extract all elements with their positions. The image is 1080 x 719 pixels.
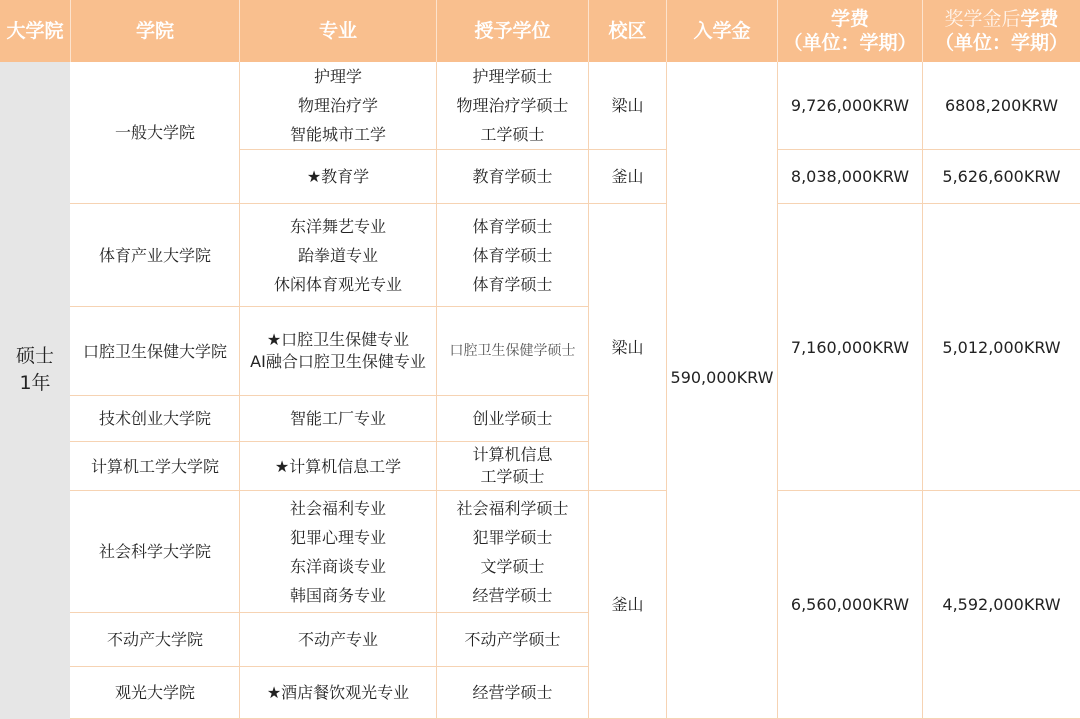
college-cell [71, 491, 239, 612]
header-label: 专业 [318, 20, 357, 42]
degree-cell [437, 62, 588, 149]
after-scholarship-cell [923, 491, 1080, 718]
campus-cell [589, 491, 666, 718]
major-name: 东洋商谈专业 [289, 556, 386, 576]
major-name: 东洋舞艺专业 [289, 216, 386, 236]
header-label-bold: 学费 [1020, 8, 1059, 30]
college-cell [71, 442, 239, 490]
major-name: 跆拳道专业 [297, 245, 378, 265]
major-name: ★酒店餐饮观光专业 [266, 683, 410, 702]
header-label-line1: 学费 [830, 8, 869, 30]
after-scholarship-value: 5,626,600KRW [942, 167, 1061, 186]
header-label: 入学金 [693, 20, 751, 42]
admission-fee-value: 590,000KRW [670, 368, 774, 387]
degree-cell [437, 667, 588, 718]
campus-name: 釜山 [611, 595, 644, 614]
major-name: AI融合口腔卫生保健专业 [250, 352, 426, 371]
college-name: 技术创业大学院 [98, 409, 211, 428]
after-scholarship-value: 6808,200KRW [944, 96, 1059, 115]
college-cell [71, 396, 239, 441]
header-tuition [778, 0, 922, 62]
tuition-cell [778, 491, 922, 718]
major-name: 智能工厂专业 [289, 409, 386, 428]
degree-name: 教育学硕士 [472, 167, 553, 186]
major-cell [240, 613, 436, 666]
college-name: 计算机工学大学院 [90, 456, 219, 476]
college-cell [71, 613, 239, 666]
header-label-line1 [944, 7, 1058, 31]
campus-cell [589, 204, 666, 490]
degree-name: 计算机信息 [472, 445, 553, 464]
degree-name: 护理学硕士 [472, 67, 553, 86]
campus-cell [589, 62, 666, 149]
header-divider [70, 0, 71, 62]
college-cell [71, 307, 239, 395]
degree-name: 口腔卫生保健学硕士 [449, 342, 576, 359]
degree-level-line1: 硕士 [15, 345, 54, 367]
degree-name: 体育学硕士 [472, 245, 553, 265]
header-divider [666, 0, 667, 62]
degree-level-label [0, 343, 70, 397]
tuition-cell [778, 204, 922, 490]
degree-name: 体育学硕士 [472, 274, 553, 294]
tuition-value: 6,560,000KRW [790, 595, 910, 614]
major-name: 社会福利专业 [289, 498, 386, 518]
college-name: 社会科学大学院 [98, 542, 211, 561]
header-label-line2: （单位：学期） [783, 32, 917, 54]
degree-cell [437, 150, 588, 203]
college-name: 不动产大学院 [106, 630, 203, 649]
college-cell [71, 204, 239, 306]
major-name: 不动产专业 [297, 630, 378, 649]
college-name: 一般大学院 [114, 123, 195, 142]
tuition-value: 8,038,000KRW [790, 167, 910, 186]
degree-name: 文学硕士 [480, 556, 545, 576]
major-cell [240, 491, 436, 612]
header-divider [777, 0, 778, 62]
tuition-cell [778, 150, 922, 203]
major-name: 休闲体育观光专业 [273, 274, 402, 294]
after-scholarship-cell [923, 62, 1080, 149]
degree-cell [437, 442, 588, 490]
header-major [240, 0, 436, 62]
header-divider [239, 0, 240, 62]
header-degree [437, 0, 588, 62]
major-cell [240, 62, 436, 149]
header-divider [922, 0, 923, 62]
major-name: 犯罪心理专业 [289, 527, 386, 547]
admission-fee-cell [667, 62, 777, 693]
degree-name: 经营学硕士 [472, 585, 553, 605]
campus-name: 梁山 [611, 96, 644, 115]
degree-name: 工学硕士 [480, 467, 545, 486]
after-scholarship-cell [923, 204, 1080, 490]
college-cell [71, 667, 239, 718]
major-name: 韩国商务专业 [289, 585, 386, 605]
degree-cell [437, 613, 588, 666]
degree-name: 犯罪学硕士 [472, 527, 553, 547]
campus-cell [589, 150, 666, 203]
header-tuition-after-scholarship [923, 0, 1080, 62]
tuition-value: 7,160,000KRW [790, 337, 910, 357]
header-divider [588, 0, 589, 62]
degree-name: 工学硕士 [480, 125, 545, 144]
degree-level-line2: 1年 [19, 372, 51, 394]
degree-name: 物理治疗学硕士 [456, 96, 569, 115]
header-label: 大学院 [6, 20, 64, 42]
campus-name: 釜山 [611, 167, 644, 186]
major-cell [240, 204, 436, 306]
college-name: 体育产业大学院 [98, 245, 211, 265]
degree-cell [437, 396, 588, 441]
major-cell [240, 150, 436, 203]
campus-name: 梁山 [611, 337, 644, 357]
header-label: 授予学位 [474, 20, 551, 42]
header-label: 校区 [608, 20, 647, 42]
after-scholarship-value: 4,592,000KRW [942, 595, 1061, 614]
major-name: ★口腔卫生保健专业 [266, 330, 410, 349]
tuition-value: 9,726,000KRW [790, 96, 910, 115]
degree-cell [437, 491, 588, 612]
header-college [71, 0, 239, 62]
header-graduate-school [0, 0, 70, 62]
major-name: ★计算机信息工学 [274, 456, 402, 476]
degree-name: 体育学硕士 [472, 216, 553, 236]
degree-cell [437, 307, 588, 395]
degree-name: 社会福利学硕士 [456, 498, 569, 518]
degree-cell [437, 204, 588, 306]
header-divider [436, 0, 437, 62]
college-cell [71, 62, 239, 203]
major-cell [240, 396, 436, 441]
degree-name: 经营学硕士 [472, 683, 553, 702]
tuition-cell [778, 62, 922, 149]
degree-name: 创业学硕士 [472, 409, 553, 428]
major-cell [240, 667, 436, 718]
after-scholarship-value: 5,012,000KRW [942, 337, 1061, 357]
major-name: 物理治疗学 [297, 96, 378, 115]
college-name: 观光大学院 [114, 683, 195, 702]
college-name: 口腔卫生保健大学院 [82, 341, 227, 361]
header-admission-fee [667, 0, 777, 62]
header-campus [589, 0, 666, 62]
major-name: 护理学 [313, 67, 362, 86]
major-name: ★教育学 [306, 167, 370, 186]
after-scholarship-cell [923, 150, 1080, 203]
major-cell [240, 442, 436, 490]
header-label: 学院 [135, 20, 174, 42]
degree-name: 不动产学硕士 [464, 630, 561, 649]
major-cell [240, 307, 436, 395]
major-name: 智能城市工学 [289, 125, 386, 144]
header-label-line2: （单位：学期） [934, 32, 1068, 54]
header-label-light: 奖学金后 [944, 8, 1021, 30]
